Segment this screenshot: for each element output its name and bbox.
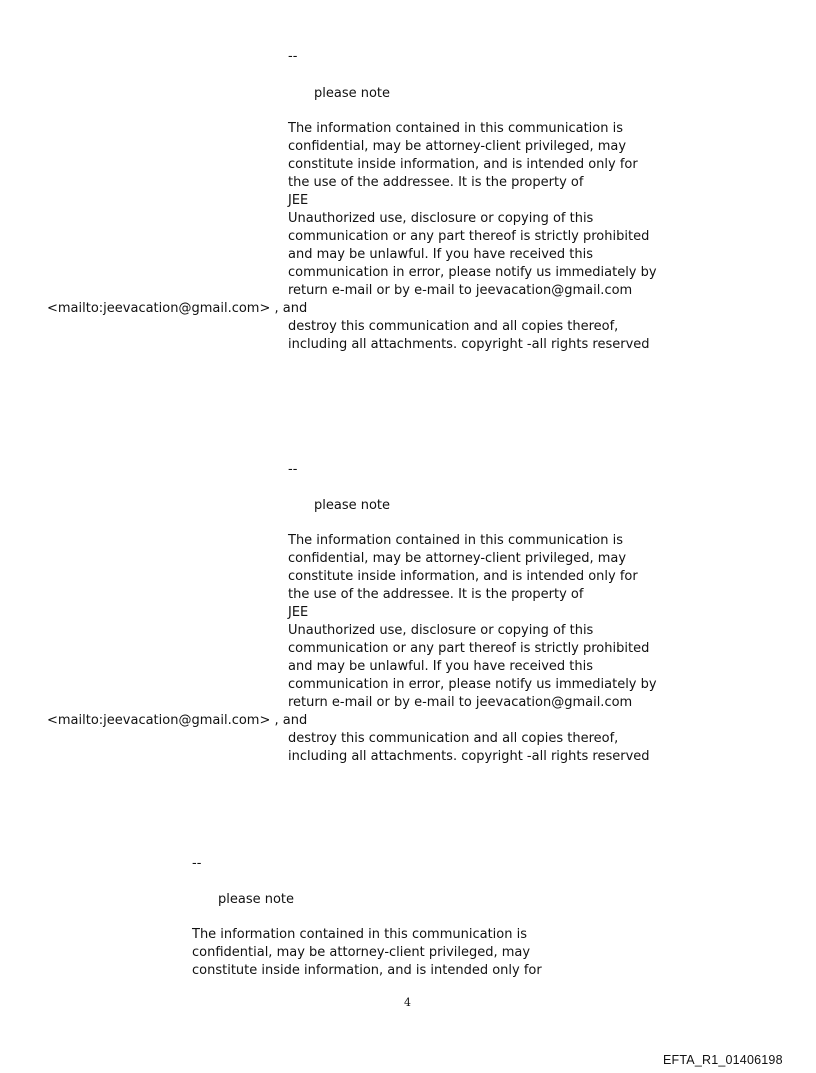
block2-mailto: <mailto:jeevacation@gmail.com> , and [47,713,308,728]
block2-line-9: communication in error, please notify us immediately by [288,677,657,692]
block2-line-1: The information contained in this communication is [288,533,623,548]
block1-tail-1: destroy this communication and all copies thereof, [288,319,619,334]
block1-line-5: JEE [288,193,309,208]
block1-line-3: constitute inside information, and is intended only for [288,157,638,172]
block3-line-2: confidential, may be attorney-client privileged, may [192,945,531,960]
block2-line-7: communication or any part thereof is strictly prohibited [288,641,650,656]
block1-line-8: and may be unlawful. If you have received this [288,247,594,262]
block3-line-3: constitute inside information, and is intended only for [192,963,542,978]
block2-line-2: confidential, may be attorney-client privileged, may [288,551,627,566]
block3-dashes: -- [192,856,202,871]
block1-line-9: communication in error, please notify us immediately by [288,265,657,280]
block2-dashes: -- [288,462,298,477]
block3-note: please note [218,892,295,907]
block3-line-1: The information contained in this communication is [192,927,527,942]
block1-line-2: confidential, may be attorney-client privileged, may [288,139,627,154]
block2-note: please note [314,498,391,513]
block1-line-10: return e-mail or by e-mail to jeevacation@gmail.com [288,283,633,298]
block2-line-5: JEE [288,605,309,620]
block2-line-4: the use of the addressee. It is the property of [288,587,584,602]
block2-tail-2: including all attachments. copyright -all rights reserved [288,749,650,764]
block2-line-6: Unauthorized use, disclosure or copying of this [288,623,594,638]
block1-line-1: The information contained in this communication is [288,121,623,136]
block2-line-3: constitute inside information, and is intended only for [288,569,638,584]
block1-line-7: communication or any part thereof is strictly prohibited [288,229,650,244]
block1-note: please note [314,86,391,101]
block1-line-6: Unauthorized use, disclosure or copying of this [288,211,594,226]
block2-tail-1: destroy this communication and all copies thereof, [288,731,619,746]
block1-mailto: <mailto:jeevacation@gmail.com> , and [47,301,308,316]
block2-line-8: and may be unlawful. If you have received this [288,659,594,674]
block1-line-4: the use of the addressee. It is the property of [288,175,584,190]
block1-dashes: -- [288,49,298,64]
document-id: EFTA_R1_01406198 [663,1053,783,1067]
page-number: 4 [404,996,411,1009]
block1-tail-2: including all attachments. copyright -all rights reserved [288,337,650,352]
block2-line-10: return e-mail or by e-mail to jeevacation@gmail.com [288,695,633,710]
